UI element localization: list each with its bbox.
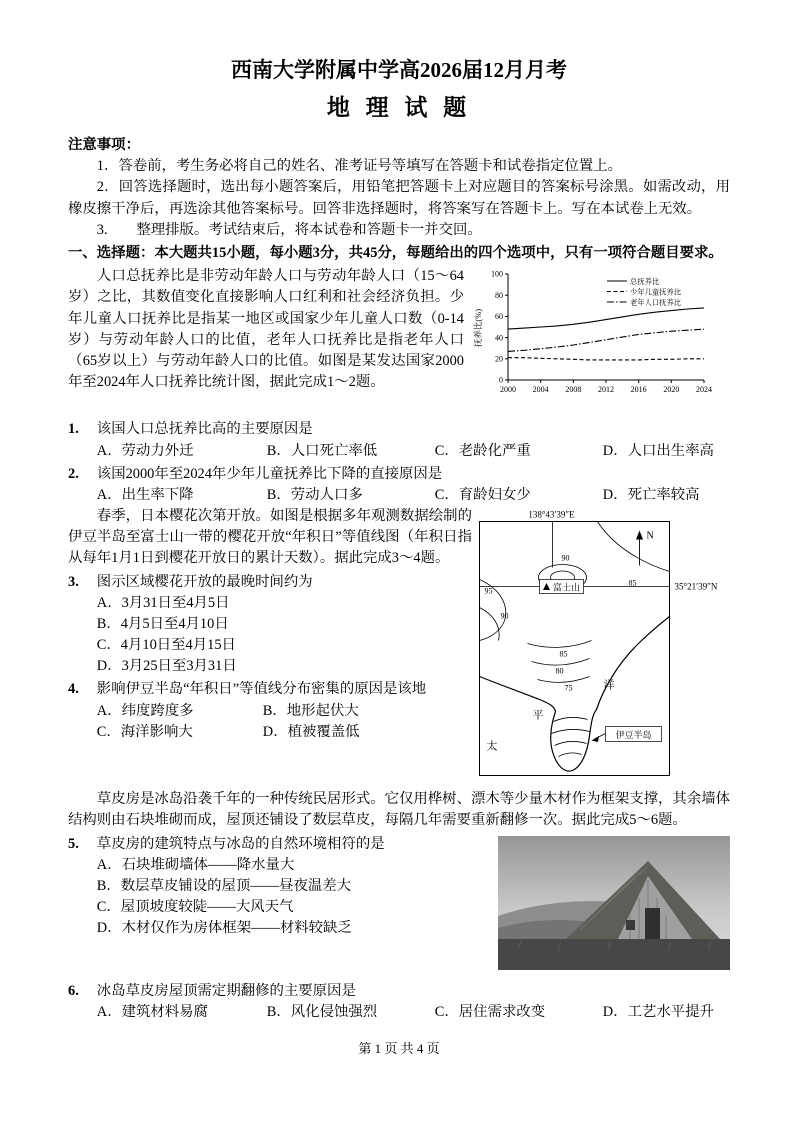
contour-label: 90 [500,611,509,621]
note-item-3: 3. 整理排版。考试结束后，将本试卷和答题卡一并交回。 [96,221,482,238]
turf-house-photo [498,836,730,977]
option-d: D．3月25日至3月31日 [96,658,237,675]
arrow-icon [592,736,600,742]
contour-label: 90 [561,553,570,563]
y-tick-label: 60 [495,312,503,322]
page-number: 第 1 页 共 4 页 [358,1041,440,1057]
x-tick-label: 2000 [500,385,516,395]
contour-label: 85 [628,578,637,588]
x-tick-label: 2016 [630,385,647,395]
sea-char: 洋 [603,679,615,692]
question-stem: 该国人口总抚养比高的主要原因是 [96,421,313,438]
question-stem: 草皮房的建筑特点与冰岛的自然环境相符的是 [96,835,385,852]
option-b: B．4月5日至4月10日 [96,615,229,632]
contour-lines [480,522,670,757]
north-arrow-icon [636,531,654,566]
izu-peninsula-label [592,727,662,743]
svg-text:伊豆半岛: 伊豆半岛 [615,730,652,741]
legend-label: 总抚养比 [630,276,660,286]
legend-label: 少年儿童抚养比 [630,287,682,297]
option-a: A．纬度跨度多 [96,702,194,719]
map-longitude-label: 138°43′39″E [528,509,575,520]
option-b: B．数层草皮铺设的屋顶——昼夜温差大 [96,877,352,894]
question-number: 3. [68,573,79,590]
question-number: 5. [68,835,79,852]
passage-sakura: 春季，日本樱花次第开放。如图是根据多年观测数据绘制的伊豆半岛至富士山一带的樱花开放“年积日”等值线图（年积日指从每年1月1日到樱花开放日的累计天数）。据此完成3～4题。 [68,508,472,567]
question-2-options [68,485,730,506]
x-tick-label: 2024 [696,385,712,395]
note-item-1: 1．答卷前，考生务必将自己的姓名、准考证号等填写在答题卡和试卷指定位置上。 [96,158,623,175]
option-a: A．3月31日至4月5日 [96,594,230,611]
option-d: D．人口出生率高 [602,442,714,459]
contour-map-svg [478,506,730,778]
option-c: C．育龄妇女少 [434,486,531,503]
question-4-options [68,701,428,743]
option-a: A．石块堆砌墙体——降水量大 [96,856,295,873]
option-a: A．劳动力外迁 [96,442,194,459]
y-tick-label: 0 [499,375,503,385]
question-6-options [68,1002,730,1023]
question-number: 4. [68,681,79,698]
option-d: D．木材仅作为房体框架——材料较缺乏 [96,920,352,937]
option-c: C．4月10日至4月15日 [96,637,236,654]
option-c: C．老龄化严重 [434,442,531,459]
question-stem: 影响伊豆半岛“年积日”等值线分布密集的原因是该地 [96,681,427,698]
option-c: C．海洋影响大 [96,723,193,740]
line-chart [472,268,730,410]
question-1 [68,419,730,461]
option-b: B．劳动人口多 [266,486,363,503]
contour-label: 85 [559,649,568,659]
turf-house-image [498,836,730,970]
option-b: B．风化侵蚀强烈 [266,1003,378,1020]
series-line [508,358,704,360]
option-b: B．地形起伏大 [262,702,359,719]
question-number: 2. [68,465,79,482]
mount-fuji-label [540,580,584,594]
chart-y-axis-label: 抚养比(%) [473,309,483,348]
question-number: 1. [68,421,79,438]
note-item-2: 2．回答选择题时，选出每小题答案后，用铅笔把答题卡上对应题目的答案标号涂黑。如需改动，用橡皮擦干净后，再选涂其他答案标号。回答非选择题时，将答案写在答题卡上。写在本试卷上无效。 [68,179,730,217]
y-tick-label: 20 [495,354,503,364]
question-stem: 图示区域樱花开放的最晚时间约为 [96,573,313,590]
question-number: 6. [68,982,79,999]
y-tick-label: 80 [495,291,503,301]
y-tick-label: 40 [495,333,503,343]
option-d: D．工艺水平提升 [602,1003,714,1020]
question-6 [68,981,730,1023]
question-2 [68,464,730,506]
legend-label: 老年人口抚养比 [630,297,682,307]
contour-label: 75 [564,683,573,693]
y-tick-label: 100 [491,269,503,279]
option-d: D．死亡率较高 [602,486,700,503]
map-latitude-label: 35°21′39″N [674,581,718,592]
exam-subtitle: 地 理 试 题 [326,95,472,121]
dependency-ratio-chart [472,268,730,417]
x-tick-label: 2012 [598,385,614,395]
north-label: N [646,530,654,542]
x-tick-label: 2004 [532,385,549,395]
x-tick-label: 2008 [565,385,582,395]
notes-heading: 注意事项： [68,137,140,154]
contour-label: 80 [555,666,564,676]
question-1-options [68,441,730,462]
contour-label: 95 [484,586,493,596]
sea-char: 太 [486,740,498,753]
contour-value-labels [485,554,637,693]
exam-title: 西南大学附属中学高2026届12月月考 [231,58,567,82]
option-d: D．植被覆盖低 [262,723,360,740]
option-b: B．人口死亡率低 [266,442,378,459]
notes-section [68,135,730,241]
question-stem: 冰岛草皮房屋顶需定期翻修的主要原因是 [96,982,356,999]
passage-dependency-ratio: 人口总抚养比是非劳动年龄人口与劳动年龄人口（15～64岁）之比，其数值变化直接影响人口红利和社会经济负担。少年儿童人口抚养比是指某一地区或国家少年儿童人口数（0-14岁）与劳动年龄人口的比值，老年人口抚养比是指老年人口（65岁以上）与劳动年龄人口的比值。如图是某发达国家2000年至2024年人口抚养比统计图，据此完成1～2题。 [68,268,464,391]
sea-char: 平 [532,709,544,722]
question-stem: 该国2000年至2024年少年儿童抚养比下降的直接原因是 [96,465,443,482]
series-line [508,308,704,329]
option-a: A．出生率下降 [96,486,194,503]
option-c: C．屋顶坡度较陡——大风天气 [96,899,294,916]
block-dependency-ratio [68,266,730,393]
passage-turf-house: 草皮房是冰岛沿袭千年的一种传统民居形式。它仅用桦树、漂木等少量木材作为框架支撑，其余墙体结构则由石块堆砌而成，屋顶还铺设了数层草皮，每隔几年需要重新翻修一次。据此完成5～6题。 [68,791,730,829]
question-5 [68,834,730,940]
option-a: A．建筑材料易腐 [96,1003,208,1020]
section-heading: 一、选择题：本大题共15小题，每小题3分，共45分，每题给出的四个选项中，只有一项符合题目要求。 [68,245,723,261]
option-c: C．居住需求改变 [434,1003,546,1020]
x-tick-label: 2020 [663,385,680,395]
coastline [480,617,670,772]
izu-fuji-contour-map [478,506,730,785]
block-sakura-map [68,506,730,753]
series-line [508,329,704,351]
svg-text:富士山: 富士山 [552,582,581,593]
